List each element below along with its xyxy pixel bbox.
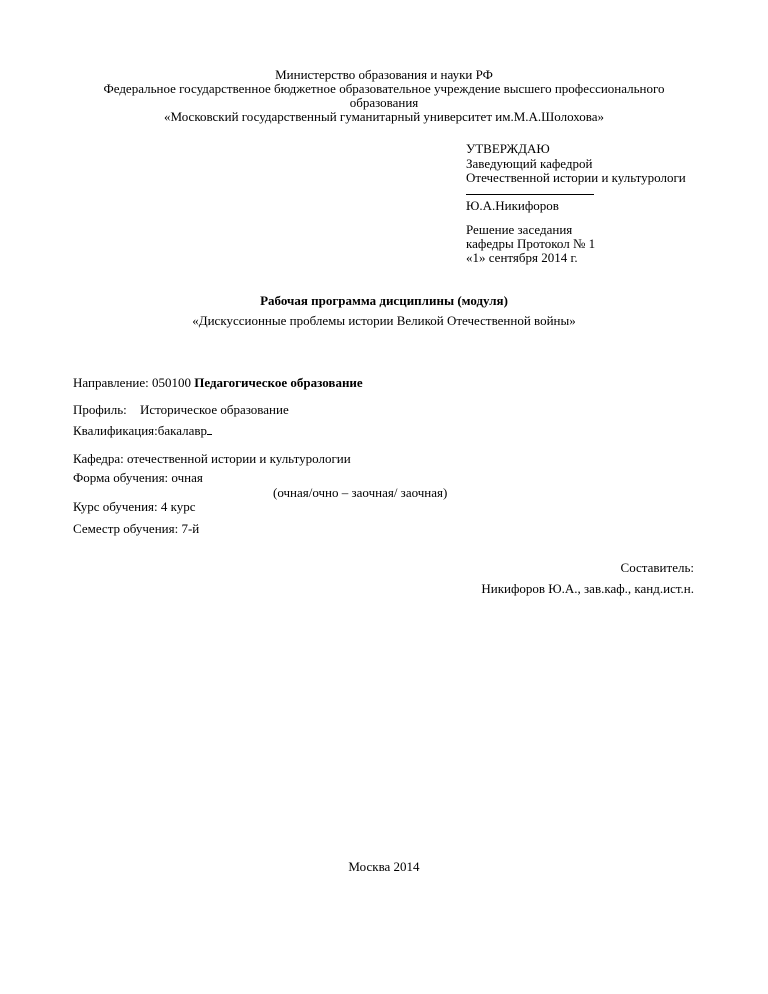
approver-department: Отечественной истории и культурологи xyxy=(466,170,686,185)
university-name: «Московский государственный гуманитарный университет им.М.А.Шолохова» xyxy=(163,109,604,124)
discipline-name: «Дискуссионные проблемы истории Великой Отечественной войны» xyxy=(192,313,576,328)
profile-value: Историческое образование xyxy=(140,402,289,417)
direction-label: Направление: 050100 xyxy=(73,375,195,390)
department-line: Кафедра: отечественной истории и культурологии xyxy=(73,451,351,466)
study-form-options: (очная/очно – заочная/ заочная) xyxy=(273,485,448,500)
qualification-line xyxy=(73,423,212,438)
institution-type: Федеральное государственное бюджетное образовательное учреждение высшего профессионального xyxy=(103,81,665,96)
institution-type-continued: образования xyxy=(349,95,419,110)
decision-line-1: Решение заседания xyxy=(466,222,573,237)
ministry-title: Министерство образования и науки РФ xyxy=(275,67,493,82)
author-label: Составитель: xyxy=(620,560,694,575)
direction-line xyxy=(73,375,363,390)
signature-line xyxy=(466,194,594,195)
approval-title: УТВЕРЖДАЮ xyxy=(466,141,550,156)
program-title: Рабочая программа дисциплины (модуля) xyxy=(260,293,508,308)
author-name: Никифоров Ю.А., зав.каф., канд.ист.н. xyxy=(481,581,694,596)
city-year: Москва 2014 xyxy=(348,859,420,874)
semester-line: Семестр обучения: 7-й xyxy=(73,521,200,536)
study-form-line: Форма обучения: очная xyxy=(73,470,203,485)
qualification-underline xyxy=(207,423,212,435)
profile-label: Профиль: xyxy=(73,402,127,417)
qualification-text: Квалификация:бакалавр xyxy=(73,423,208,438)
approver-position: Заведующий кафедрой xyxy=(466,156,593,171)
direction-value: Педагогическое образование xyxy=(194,375,363,390)
course-line: Курс обучения: 4 курс xyxy=(73,499,196,514)
approver-name: Ю.А.Никифоров xyxy=(466,198,559,213)
decision-date: «1» сентября 2014 г. xyxy=(466,250,578,265)
decision-line-2: кафедры Протокол № 1 xyxy=(466,236,596,251)
